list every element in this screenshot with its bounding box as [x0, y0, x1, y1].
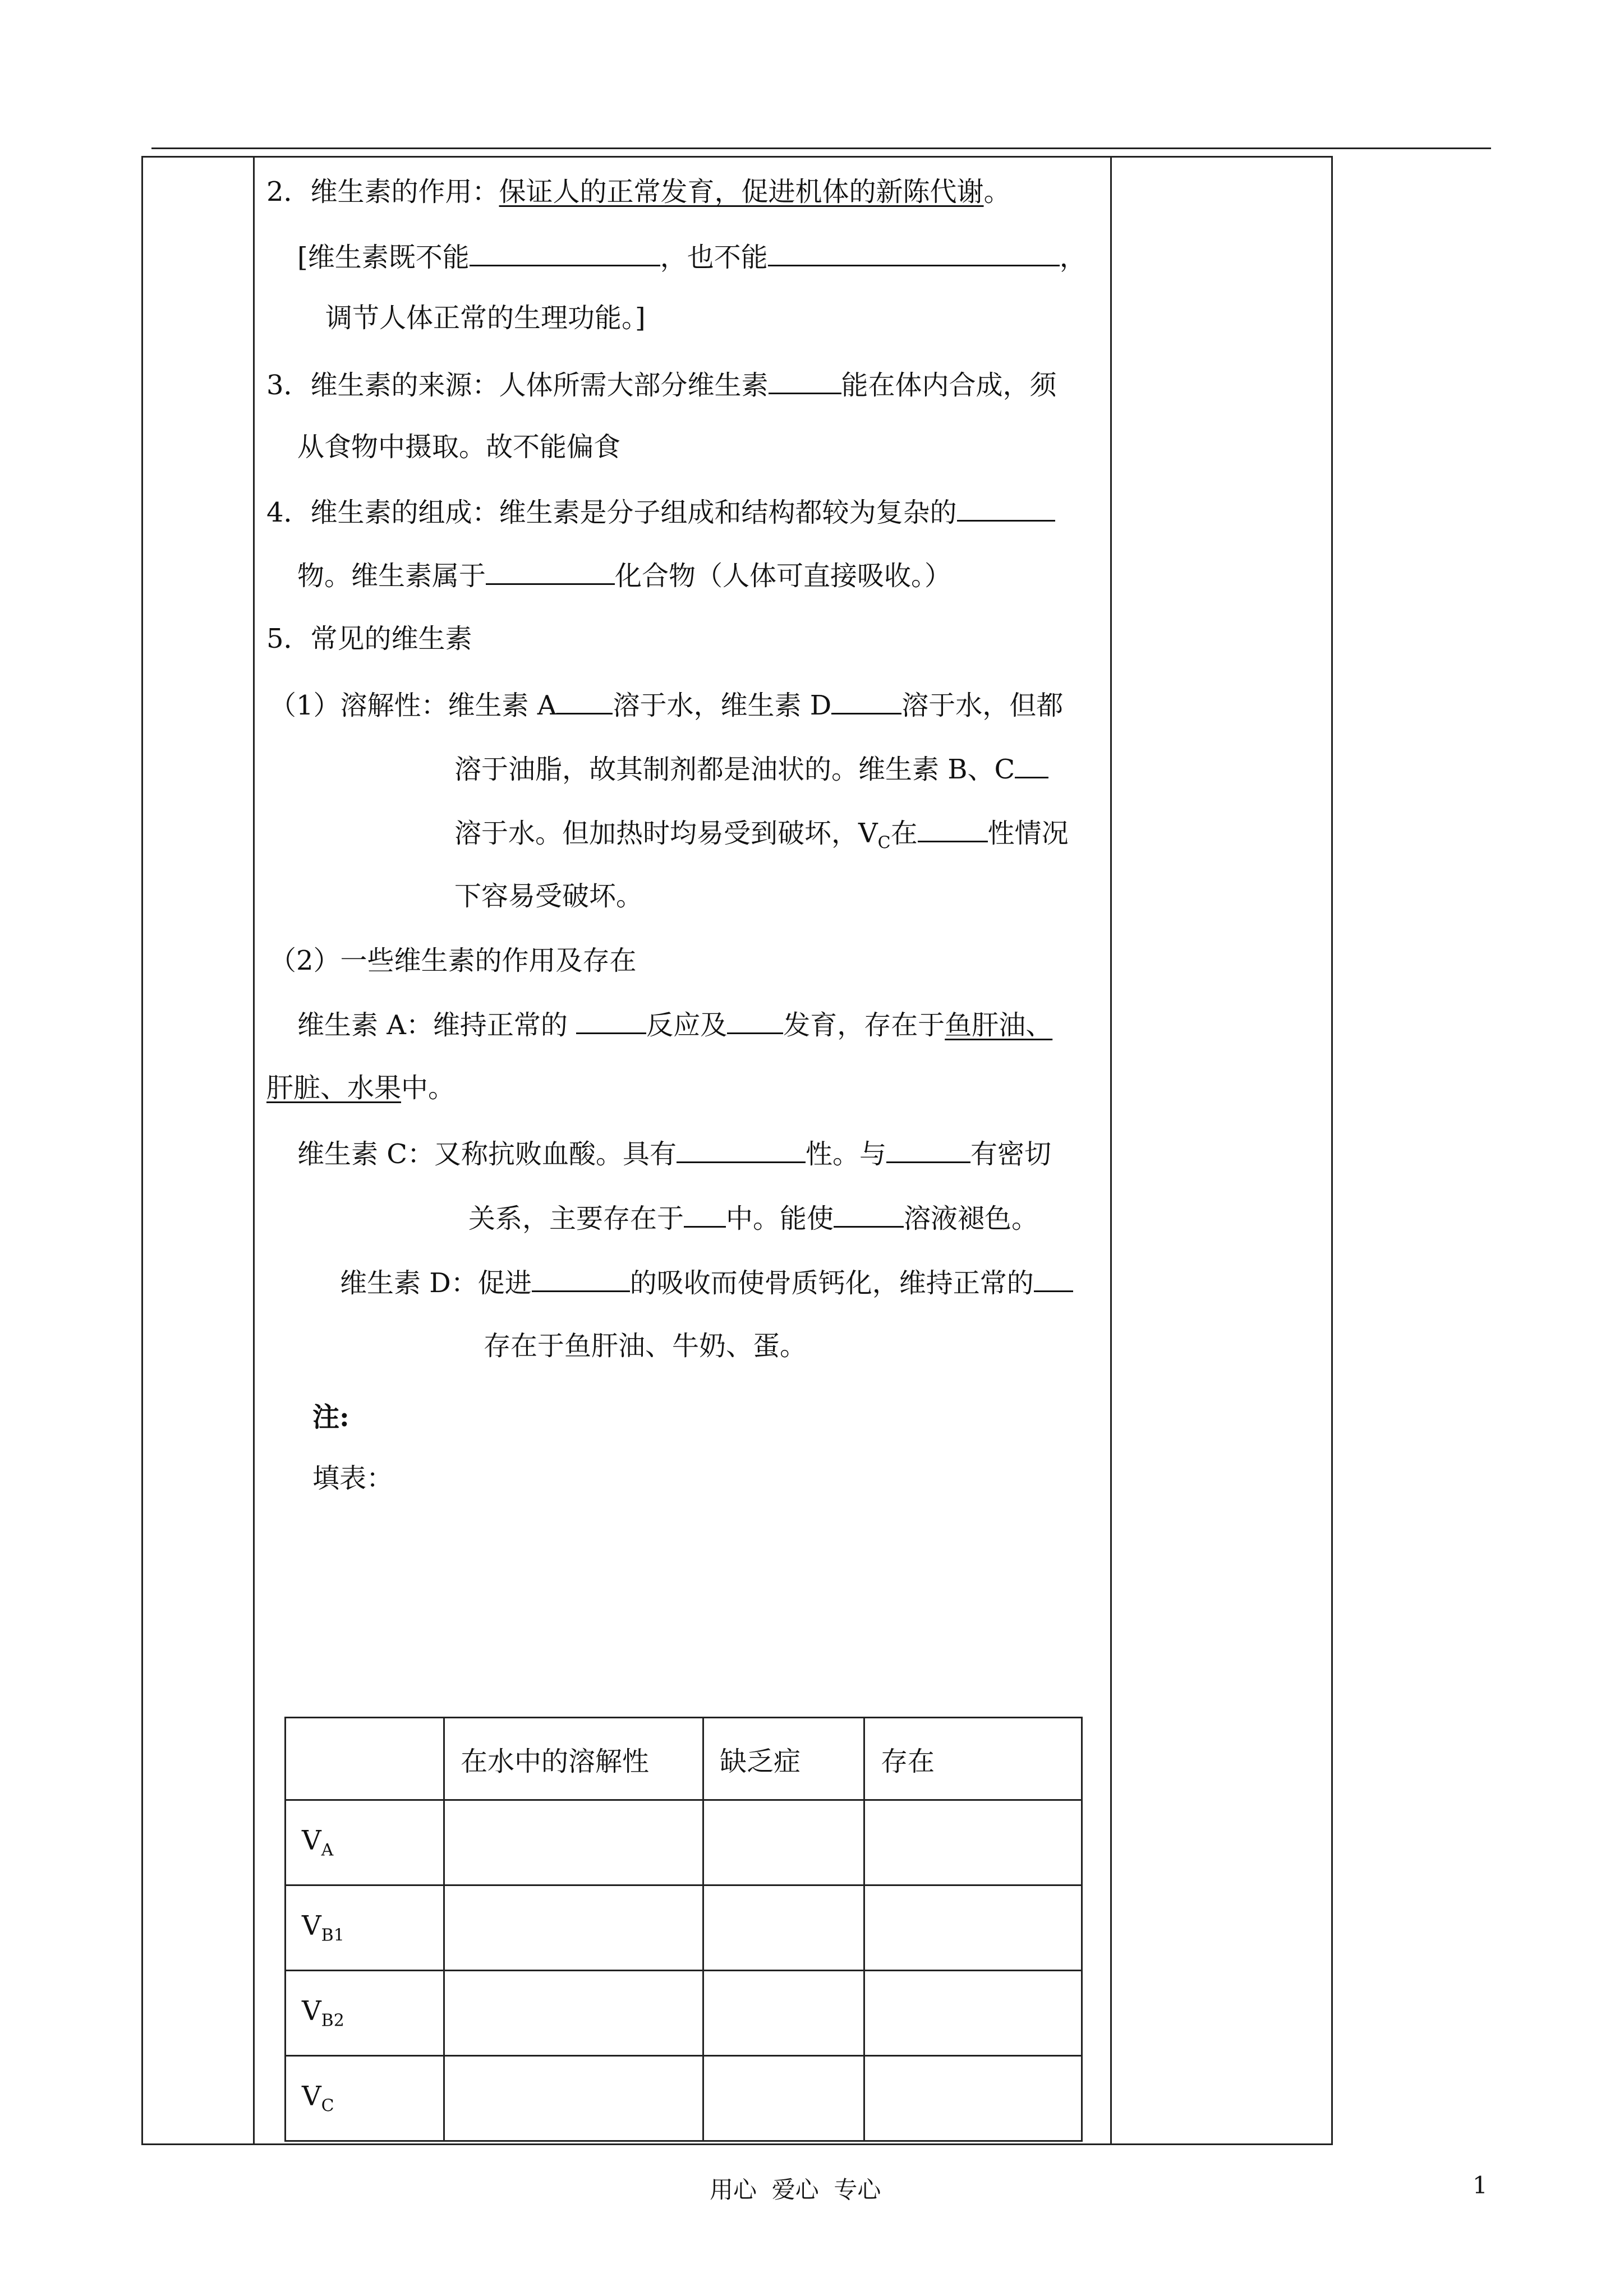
vitamin-c-line	[297, 1136, 1051, 1171]
row-label	[286, 1885, 444, 1971]
blank[interactable]	[831, 687, 901, 714]
row-label	[286, 1971, 444, 2056]
vitamin-symbol: V	[302, 2081, 321, 2113]
table-row	[286, 1885, 1082, 1971]
vitamin-a-text-b: 反应及	[646, 1009, 728, 1041]
vitamin-c-cont-b: 中。能使	[726, 1203, 834, 1234]
solubility-text-b: 溶于水，维生素 D	[613, 690, 832, 721]
table-left-border	[141, 156, 143, 2145]
vitamin-c-text-c: 有密切	[970, 1138, 1052, 1170]
blank[interactable]	[768, 239, 1060, 266]
solubility-line-2	[454, 751, 1048, 786]
solubility-line-4: 下容易受破坏。	[454, 880, 643, 912]
blank[interactable]	[957, 494, 1055, 522]
vitamin-symbol: V	[302, 1995, 321, 2027]
note-label: 注:	[312, 1401, 349, 1433]
vitamin-d-text-b: 的吸收而使骨质钙化，维持正常的	[629, 1267, 1034, 1299]
table-header-cell: 缺乏症	[703, 1718, 864, 1800]
item-2-note-line	[297, 239, 1087, 274]
blank[interactable]	[1034, 1265, 1073, 1292]
table-cell[interactable]	[864, 1885, 1082, 1971]
table-cell[interactable]	[703, 1971, 864, 2056]
vitamin-a-text-c: 发育，存在于	[783, 1009, 945, 1041]
vitamin-subscript: B1	[321, 1925, 344, 1945]
row-label	[286, 2056, 444, 2141]
table-header-cell: 存在	[864, 1718, 1082, 1800]
vc-subscript: C	[877, 833, 891, 853]
vitamin-a-cont-end: 中。	[401, 1072, 456, 1104]
solubility-line-3-text-a: 溶于水。但加热时均易受到破坏，V	[454, 818, 878, 849]
vitamin-c-cont-a: 关系，主要存在于	[468, 1203, 684, 1234]
blank[interactable]	[576, 1007, 646, 1034]
table-cell[interactable]	[703, 1800, 864, 1885]
item-5-heading: 5．常见的维生素	[266, 623, 472, 654]
blank[interactable]	[1015, 751, 1048, 778]
table-header-row	[286, 1718, 1082, 1800]
footer-motto: 用心 爱心 专心	[710, 2176, 881, 2203]
table-cell[interactable]	[444, 1885, 703, 1971]
table-row	[286, 2056, 1082, 2141]
vitamin-d-text-a: 维生素 D：促进	[340, 1267, 532, 1299]
item-4-text-a: 4．维生素的组成：维生素是分子组成和结构都较为复杂的	[266, 497, 957, 528]
blank[interactable]	[918, 815, 988, 842]
table-cell[interactable]	[444, 1800, 703, 1885]
item-2-prefix: 2．维生素的作用：	[266, 176, 499, 208]
blank[interactable]	[769, 367, 841, 394]
blank[interactable]	[684, 1200, 726, 1228]
note-text-a: [维生素既不能	[297, 242, 470, 273]
table-cell[interactable]	[703, 2056, 864, 2141]
blank[interactable]	[727, 1007, 783, 1034]
table-cell[interactable]	[864, 1800, 1082, 1885]
table-cell[interactable]	[864, 1971, 1082, 2056]
solubility-line-1	[269, 687, 1063, 722]
vitamin-c-cont	[468, 1200, 1038, 1235]
note-text-c: ，	[1059, 242, 1087, 273]
subsection-2-heading: （2）一些维生素的作用及存在	[269, 945, 637, 976]
table-header-cell	[286, 1718, 444, 1800]
blank[interactable]	[532, 1265, 630, 1292]
note-text-b: ，也不能	[660, 242, 768, 273]
table-cell[interactable]	[444, 2056, 703, 2141]
solubility-line-3	[454, 815, 1069, 860]
vitamin-c-text-b: 性。与	[806, 1138, 887, 1170]
vitamin-subscript: A	[321, 1840, 334, 1860]
solubility-text-c: 溶于水，但都	[901, 690, 1064, 721]
blank[interactable]	[470, 239, 660, 266]
vitamin-fill-table	[284, 1717, 1083, 2142]
blank[interactable]	[834, 1200, 904, 1228]
item-2-underlined: 保证人的正常发育，促进机体的新陈代谢	[499, 176, 984, 208]
vitamin-symbol: V	[302, 1910, 321, 1942]
item-4-cont-a: 物。维生素属于	[297, 560, 486, 592]
item-2-note-cont: 调节人体正常的生理功能。]	[325, 302, 646, 334]
blank[interactable]	[556, 687, 613, 714]
row-label	[286, 1800, 444, 1885]
item-4-cont-b: 化合物（人体可直接吸收。）	[615, 560, 952, 592]
table-top-border	[141, 156, 1333, 158]
vitamin-a-line	[297, 1007, 1052, 1042]
solubility-line-2-text: 溶于油脂，故其制剂都是油状的。维生素 B、C	[454, 754, 1015, 785]
item-4-cont	[297, 557, 951, 593]
item-4-line	[266, 494, 1055, 529]
fill-table-label: 填表：	[312, 1463, 394, 1494]
solubility-text-a: （1）溶解性：维生素 A	[269, 690, 557, 721]
vitamin-a-underlined: 鱼肝油、	[945, 1009, 1053, 1041]
blank[interactable]	[677, 1136, 806, 1163]
vitamin-a-text-a: 维生素 A：维持正常的	[297, 1009, 577, 1041]
vitamin-symbol: V	[302, 1825, 321, 1857]
table-cell[interactable]	[703, 1885, 864, 1971]
vitamin-a-cont-underlined: 肝脏、水果	[266, 1072, 402, 1104]
item-2-line	[266, 175, 1011, 209]
table-cell[interactable]	[444, 1971, 703, 2056]
page-number: 1	[1473, 2171, 1488, 2199]
header-rule	[151, 147, 1491, 149]
item-3-cont: 从食物中摄取。故不能偏食	[297, 431, 621, 463]
vitamin-d-cont: 存在于鱼肝油、牛奶、蛋。	[484, 1330, 807, 1362]
item-3-line	[266, 367, 1057, 402]
table-cell[interactable]	[864, 2056, 1082, 2141]
solubility-line-3-text-c: 性情况	[987, 818, 1069, 849]
table-bottom-border	[141, 2143, 1333, 2145]
table-column-divider-1	[253, 156, 255, 2145]
item-2-end: 。	[983, 176, 1011, 208]
vitamin-c-cont-c: 溶液褪色。	[904, 1203, 1039, 1234]
table-row	[286, 1800, 1082, 1885]
vitamin-d-line	[340, 1265, 1073, 1300]
blank[interactable]	[486, 557, 615, 585]
solubility-line-3-text-b: 在	[890, 818, 918, 849]
vitamin-subscript: C	[321, 2096, 334, 2116]
vitamin-a-cont	[266, 1071, 455, 1105]
table-header-cell: 在水中的溶解性	[444, 1718, 703, 1800]
table-column-divider-2	[1110, 156, 1112, 2145]
item-3-text-a: 3．维生素的来源：人体所需大部分维生素	[266, 370, 769, 401]
table-row	[286, 1971, 1082, 2056]
blank[interactable]	[886, 1136, 970, 1163]
item-3-text-b: 能在体内合成，须	[841, 370, 1057, 401]
vitamin-subscript: B2	[321, 2011, 344, 2031]
table-right-border	[1331, 156, 1333, 2145]
vitamin-c-text-a: 维生素 C：又称抗败血酸。具有	[297, 1138, 677, 1170]
